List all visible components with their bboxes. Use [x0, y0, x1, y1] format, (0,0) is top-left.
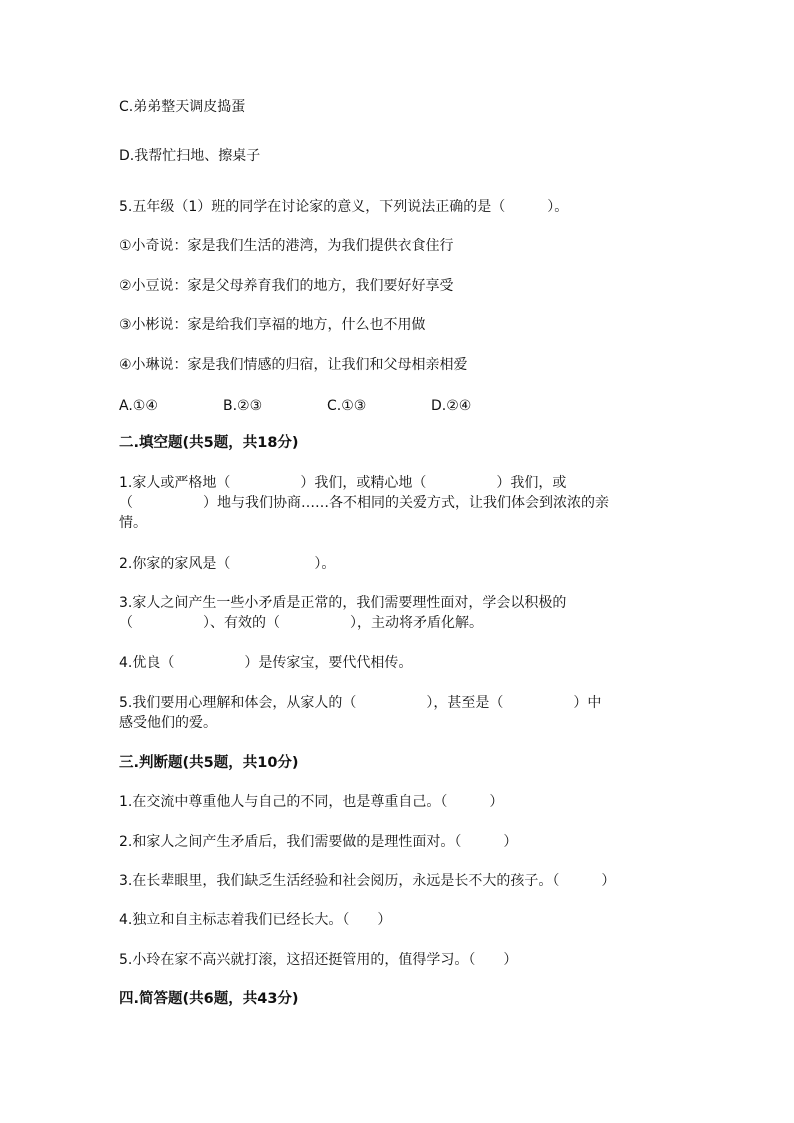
- section-heading-fill: 二.填空题(共5题，共18分): [119, 435, 299, 451]
- fill-q1-line2: （ ）地与我们协商……各不相同的关爱方式，让我们体会到浓浓的亲: [119, 495, 609, 511]
- judge-q4: 4.独立和自主标志着我们已经长大。（ ）: [119, 912, 392, 928]
- option-d: D.我帮忙扫地、擦桌子: [119, 148, 261, 164]
- section-heading-judge: 三.判断题(共5题，共10分): [119, 755, 299, 771]
- statement-2: ②小豆说：家是父母养育我们的地方，我们要好好享受: [119, 278, 454, 294]
- option-c2: C.①③: [327, 398, 367, 414]
- option-c: C.弟弟整天调皮捣蛋: [119, 99, 246, 115]
- judge-q2: 2.和家人之间产生矛盾后，我们需要做的是理性面对。（ ）: [119, 834, 518, 850]
- fill-q5-line1: 5.我们要用心理解和体会，从家人的（ ），甚至是（ ）中: [119, 695, 602, 711]
- statement-1: ①小奇说：家是我们生活的港湾，为我们提供衣食住行: [119, 238, 454, 254]
- option-b: B.②③: [223, 398, 263, 414]
- fill-q4: 4.优良（ ）是传家宝，要代代相传。: [119, 655, 413, 671]
- section-heading-short-answer: 四.简答题(共6题，共43分): [119, 991, 299, 1007]
- fill-q3-line2: （ ）、有效的（ ），主动将矛盾化解。: [119, 615, 483, 631]
- fill-q3-line1: 3.家人之间产生一些小矛盾是正常的，我们需要理性面对，学会以积极的: [119, 595, 567, 611]
- option-d2: D.②④: [431, 398, 472, 414]
- fill-q1-line1: 1.家人或严格地（ ）我们，或精心地（ ）我们，或: [119, 475, 567, 491]
- statement-4: ④小琳说：家是我们情感的归宿，让我们和父母相亲相爱: [119, 357, 468, 373]
- judge-q3: 3.在长辈眼里，我们缺乏生活经验和社会阅历，永远是长不大的孩子。（ ）: [119, 873, 616, 889]
- judge-q5: 5.小玲在家不高兴就打滚，这招还挺管用的，值得学习。（ ）: [119, 952, 518, 968]
- fill-q1-line3: 情。: [119, 515, 147, 531]
- fill-q2: 2.你家的家风是（ ）。: [119, 556, 336, 572]
- fill-q5-line2: 感受他们的爱。: [119, 715, 217, 731]
- judge-q1: 1.在交流中尊重他人与自己的不同，也是尊重自己。（ ）: [119, 794, 504, 810]
- statement-3: ③小彬说：家是给我们享福的地方，什么也不用做: [119, 317, 426, 333]
- question-5-stem: 5.五年级（1）班的同学在讨论家的意义，下列说法正确的是（ ）。: [119, 199, 569, 215]
- option-a: A.①④: [119, 398, 158, 414]
